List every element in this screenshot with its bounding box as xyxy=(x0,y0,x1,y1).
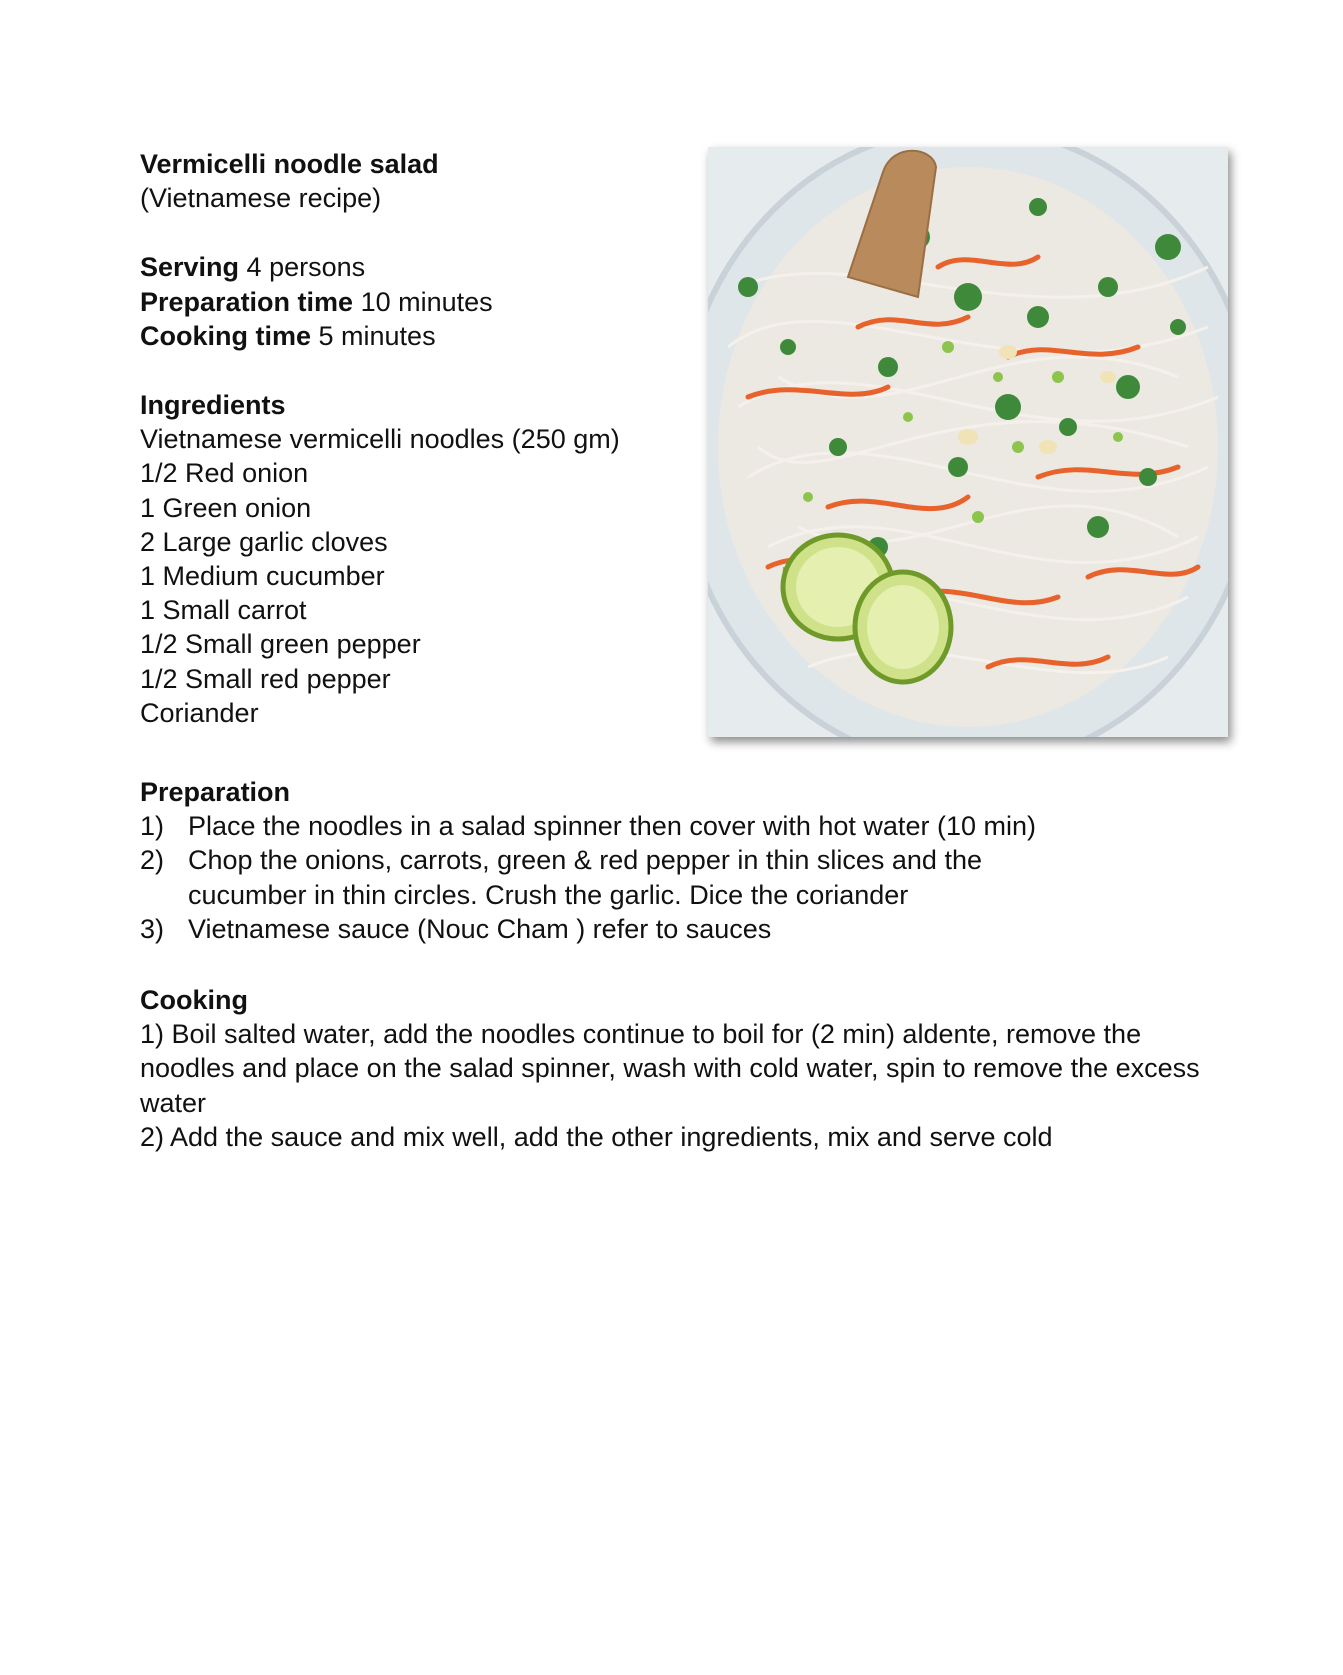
preparation-step xyxy=(140,809,1240,843)
cooking-step: 1) Boil salted water, add the noodles continue to boil for (2 min) aldente, remove the noodles and place on the salad spinner, wash with cold water, spin to remove the excess water xyxy=(140,1019,1200,1118)
ingredients-heading: Ingredients xyxy=(140,390,286,421)
salad-photo xyxy=(708,147,1228,737)
step-text: Place the noodles in a salad spinner then cover with hot water (10 min) xyxy=(188,811,1036,842)
prep-time-line xyxy=(140,285,680,319)
cook-time-line xyxy=(140,319,680,353)
ingredient-item: 2 Large garlic cloves xyxy=(140,526,388,557)
prep-time-label: Preparation time xyxy=(140,286,354,317)
preparation-list xyxy=(140,809,1240,946)
step-number: 1) xyxy=(140,811,165,842)
ingredient-item: Vietnamese vermicelli noodles (250 gm) xyxy=(140,424,620,455)
cook-time-value: 5 minutes xyxy=(311,320,436,351)
preparation-step xyxy=(140,912,1240,946)
step-text: Chop the onions, carrots, green & red pepper in thin slices and the cucumber in thin circles. Crush the garlic. Dice the coriander xyxy=(188,845,982,910)
recipe-subtitle: (Vietnamese recipe) xyxy=(140,183,382,214)
ingredient-item: 1 Medium cucumber xyxy=(140,561,385,592)
ingredient-item: Coriander xyxy=(140,697,259,728)
ingredient-item: 1/2 Red onion xyxy=(140,458,309,489)
step-number: 3) xyxy=(140,913,165,944)
cooking-section xyxy=(140,983,1240,1154)
prep-time-value: 10 minutes xyxy=(353,286,493,317)
serving-label: Serving xyxy=(140,252,240,283)
recipe-text-column xyxy=(140,147,680,730)
preparation-heading: Preparation xyxy=(140,777,291,807)
step-text: Vietnamese sauce (Nouc Cham ) refer to sauces xyxy=(188,913,772,944)
serving-line xyxy=(140,250,680,284)
cooking-step: 2) Add the sauce and mix well, add the other ingredients, mix and serve cold xyxy=(140,1121,1053,1152)
preparation-section xyxy=(140,775,1240,946)
ingredient-item: 1 Small carrot xyxy=(140,595,307,626)
serving-value: 4 persons xyxy=(239,252,366,283)
ingredients-list xyxy=(140,422,680,730)
recipe-title: Vermicelli noodle salad xyxy=(140,149,439,179)
ingredient-item: 1 Green onion xyxy=(140,492,312,523)
lime-wedge-2 xyxy=(855,572,951,682)
preparation-step xyxy=(140,843,1058,911)
salad-illustration xyxy=(708,147,1228,737)
step-number: 2) xyxy=(140,845,165,876)
ingredient-item: 1/2 Small green pepper xyxy=(140,629,421,660)
ingredient-item: 1/2 Small red pepper xyxy=(140,663,391,694)
cooking-heading: Cooking xyxy=(140,985,248,1015)
cook-time-label: Cooking time xyxy=(140,320,312,351)
